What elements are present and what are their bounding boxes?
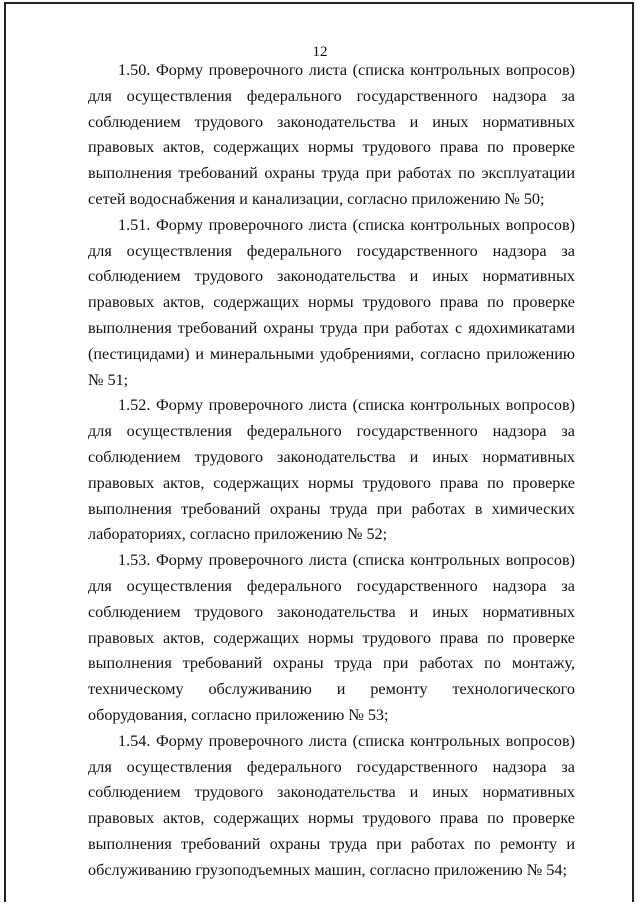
paragraph-1-52: 1.52. Форму проверочного листа (списка контрольных вопросов) для осуществления федерального государственного надзора за соблюдением трудового законодательства и иных нормативных правовых актов, содержащих нормы трудового права по проверке выполнения требований охраны труда при работах в химических лабораториях, согласно приложению № 52;: [88, 396, 575, 544]
page-number: 12: [312, 44, 328, 60]
paragraph-1-53: 1.53. Форму проверочного листа (списка контрольных вопросов) для осуществления федерального государственного надзора за соблюдением трудового законодательства и иных нормативных правовых актов, содержащих нормы трудового права по проверке выполнения требований охраны труда при работах по монтажу, техническому обслуживанию и ремонту технологического оборудования, согласно приложению № 53;: [88, 551, 575, 724]
paragraph-1-51: 1.51. Форму проверочного листа (списка контрольных вопросов) для осуществления федерального государственного надзора за соблюдением трудового законодательства и иных нормативных правовых актов, содержащих нормы трудового права по проверке выполнения требований охраны труда при работах с ядохимикатами (пестицидами) и минеральными удобрениями, согласно приложению № 51;: [88, 215, 575, 389]
paragraph-1-50: 1.50. Форму проверочного листа (списка контрольных вопросов) для осуществления федерального государственного надзора за соблюдением трудового законодательства и иных нормативных правовых актов, содержащих нормы трудового права по проверке выполнения требований охраны труда при работах по эксплуатации сетей водоснабжения и канализации, согласно приложению № 50;: [88, 61, 575, 208]
document-body: [88, 58, 575, 884]
paragraph-1-54: 1.54. Форму проверочного листа (списка контрольных вопросов) для осуществления федерального государственного надзора за соблюдением трудового законодательства и иных нормативных правовых актов, содержащих нормы трудового права по проверке выполнения требований охраны труда при работах по ремонту и обслуживанию грузоподъемных машин, согласно приложению № 54;: [88, 731, 575, 879]
